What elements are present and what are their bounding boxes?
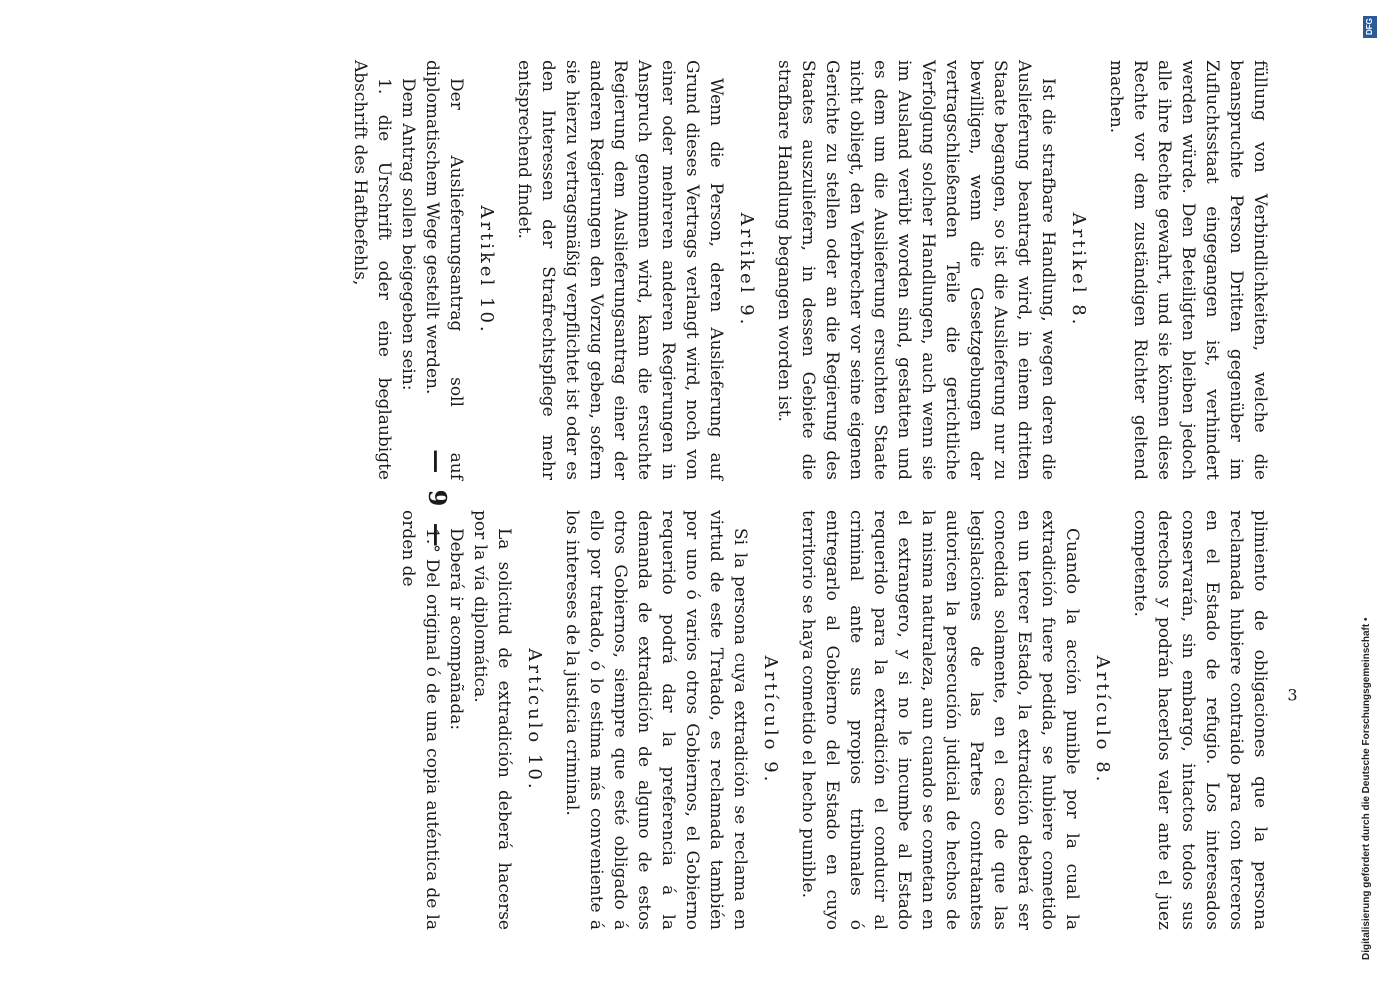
spanish-article-9-text: Si la persona cuya extradición se reclama en virtud de este Tratado, es reclamada también por uno ó varios otros Gobiernos, el Gobierno requerido podrá dar la preferencia á la demanda de extradición de alguno de estos otros Gobiernos, siempre que esté obligado á ello por tratado, ó lo estima más conveniente á los intereses de la justicia criminal. [561, 510, 750, 930]
german-intro: füllung von Verbindlichkeiten, welche die beanspruchte Person Dritten gegenüber im Zufluchtsstaat eingegangen ist, verhindert werden würde. Den Beteiligten bleiben jedoch alle ihre Rechte gewahrt, und sie können diese Rechte vor dem zuständigen Richter geltend machen. [1105, 60, 1270, 480]
dfg-watermark [1361, 10, 1379, 990]
spanish-article-10-title: Artículo 10. [523, 648, 545, 792]
german-article-10-title: Artikel 10. [475, 205, 497, 335]
dfg-text: Digitalisierung gefördert durch die Deutsche Forschungsgemeinschaft • [1361, 617, 1372, 960]
german-article-9-text: Wenn die Person, deren Auslieferung auf Grund dieses Vertrags verlangt wird, noch von einer oder mehreren anderen Regierungen in Anspruch genommen wird, kann die ersuchte Regierung dem Auslieferungsantrag einer der anderen Regierungen den Vorzug geben, sofern sie hierzu vertragsmäßig verpflichtet ist oder es den Interessen der Strafrechtspflege mehr entsprechend findet. [513, 60, 726, 480]
signature-mark: 3 [1286, 685, 1298, 705]
german-article-9-title: Artikel 9. [735, 212, 757, 328]
german-article-10-text: Der Auslieferungsantrag soll auf diplomatischem Wege gestellt werden. [421, 60, 466, 480]
spanish-article-8-title: Artículo 8. [1091, 655, 1113, 785]
german-article-8-text: Ist die strafbare Handlung, wegen deren die Auslieferung beantragt wird, in einem dritten Staate begangen, so ist die Auslieferung nur zu bewilligen, wenn die Gesetzgebungen der vertragschließenden Teile die gerichtliche Verfolgung solcher Handlungen, auch wenn sie im Ausland verübt worden sind, gestatten und es dem um die Auslieferung ersuchten Staate nicht obliegt, den Verbrecher vor seine eigenen Gerichte zu stellen oder an die Regierung des Staates auszuliefern, in dessen Gebiete die strafbare Handlung begangen worden ist. [773, 60, 1058, 480]
rotated-page [92, 40, 1298, 960]
spanish-column [396, 510, 1272, 930]
german-article-8-title: Artikel 8. [1067, 212, 1089, 328]
german-article-10-item1: 1. die Urschrift oder eine beglaubigte Abschrift des Haftbefehls, [349, 60, 394, 480]
spanish-article-10-text2: Deberá ir acompañada: [445, 528, 466, 731]
spanish-intro: plimiento de obligaciones que la persona reclamada hubiere contraido para con terceros en el Estado de refugio. Los interesados conservarán, sin embargo, intactos todos sus derechos y podrán hacerlos valer ante el juez competente. [1129, 510, 1270, 930]
spanish-article-9-title: Artículo 9. [759, 655, 781, 785]
document-sheet [92, 40, 1298, 960]
dfg-logo: DFG [1363, 16, 1377, 38]
page-number: — 9 — [422, 449, 452, 551]
spanish-article-10-text: La solicitud de extradición deberá hacerse por la vía diplomática. [469, 510, 514, 930]
german-column [348, 60, 1272, 480]
spanish-article-10-item1: 1.° Del original ó de una copia auténtica de la orden de [397, 510, 442, 930]
german-article-10-text2: Dem Antrag sollen beigegeben sein: [397, 78, 418, 391]
spanish-article-8-text: Cuando la acción punible por la cual la extradición fuere pedida, se hubiere cometido en un tercer Estado, la extradición deberá ser concedida solamente, en el caso de que las legislaciones de las Partes contratantes autoricen la persecución judicial de hechos de la misma naturaleza, aun cuando se cometan en el extrangero, y si no le incumbe al Estado requerido para la extradición el conducir al criminal ante sus propios tribunales ó entregarlo al Gobierno del Estado en cuyo territorio se haya cometido el hecho punible. [797, 510, 1082, 930]
